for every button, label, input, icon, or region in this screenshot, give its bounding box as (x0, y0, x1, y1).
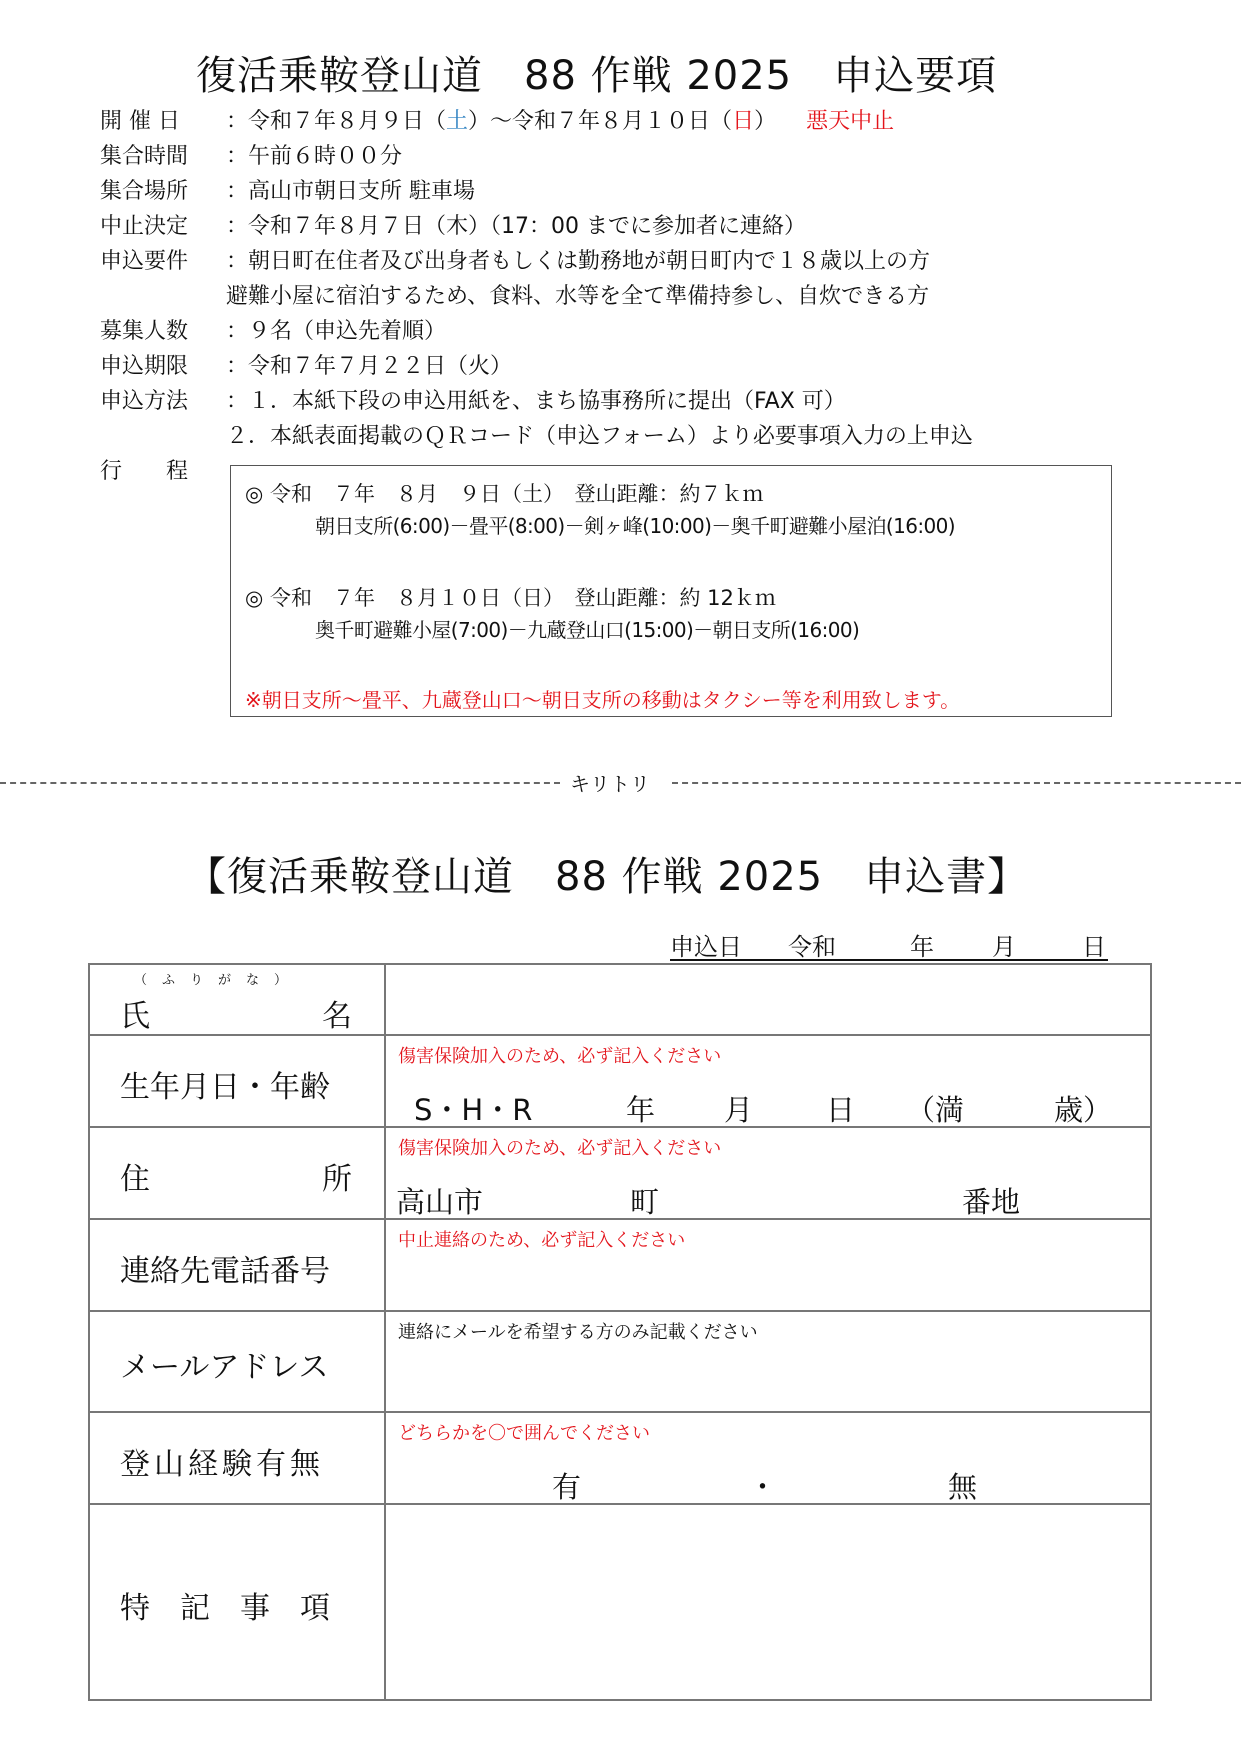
detail-label: 集合時間 (100, 144, 189, 169)
address-town: 町 (630, 1185, 660, 1219)
experience-separator: ・ (748, 1470, 778, 1504)
schedule-day1-header: ◎ 令和 ７年 ８月 ９日（土） 登山距離：約７ｋｍ (245, 482, 764, 506)
experience-label-cell (89, 1412, 385, 1504)
schedule-day2-route: 奥千町避難小屋(7:00)－九蔵登山口(15:00)－朝日支所(16:00) (315, 618, 860, 642)
schedule-box (230, 465, 1112, 717)
detail-sep: ： (226, 179, 249, 204)
form-row-remarks (89, 1504, 1151, 1700)
detail-value: 朝日町在住者及び出身者もしくは勤務地が朝日町内で１８歳以上の方 (248, 249, 931, 274)
detail-row-meet-place (100, 175, 475, 209)
form-row-name (89, 964, 1151, 1035)
application-date-era: 令和 (788, 933, 836, 961)
application-date-day: 日 (1082, 933, 1106, 961)
email-label-cell (89, 1311, 385, 1412)
age-close: 歳） (1054, 1093, 1113, 1127)
remarks-label: 特 記 事 項 (120, 1591, 330, 1626)
address-input[interactable] (385, 1127, 1151, 1219)
day-saturday: 土 (446, 109, 469, 134)
birth-label: 生年月日・年齢 (120, 1070, 330, 1105)
experience-yes-option[interactable]: 有 (552, 1470, 582, 1504)
experience-no-option[interactable]: 無 (948, 1470, 978, 1504)
schedule-note: ※朝日支所～畳平、九蔵登山口～朝日支所の移動はタクシー等を利用致します。 (245, 688, 961, 712)
detail-sep: ： (226, 389, 249, 414)
cut-line-label: キリトリ (570, 772, 650, 796)
address-city: 高山市 (396, 1185, 484, 1219)
detail-method-line2: ２．本紙表面掲載のＱＲコード（申込フォーム）より必要事項入力の上申込 (226, 424, 973, 449)
detail-value: 令和７年８月７日（木）（17：00 までに参加者に連絡） (248, 214, 806, 239)
detail-row-cancel-decision (100, 210, 806, 244)
email-input[interactable] (385, 1311, 1151, 1412)
detail-requirements-line2: 避難小屋に宿泊するため、食料、水等を全て準備持参し、自炊できる方 (226, 284, 930, 309)
cut-line-left (0, 782, 560, 784)
detail-value-3: ） (754, 109, 777, 134)
schedule-day1-route: 朝日支所(6:00)－畳平(8:00)－剣ヶ峰(10:00)－奥千町避難小屋泊(16:00) (315, 514, 955, 538)
detail-label: 募集人数 (100, 319, 189, 344)
detail-label: 集合場所 (100, 179, 189, 204)
experience-note: どちらかを〇で囲んでください (398, 1423, 650, 1444)
detail-sep: ： (226, 109, 249, 134)
birth-era: S・H・R (414, 1093, 533, 1127)
remarks-label-cell (89, 1504, 385, 1700)
email-note: 連絡にメールを希望する方のみ記載ください (398, 1322, 758, 1343)
detail-label: 申込期限 (100, 354, 189, 379)
detail-value: 高山市朝日支所 駐車場 (248, 179, 476, 204)
birth-year: 年 (626, 1093, 656, 1127)
detail-value: 午前６時００分 (248, 144, 403, 169)
birth-note: 傷害保険加入のため、必ず記入ください (398, 1046, 722, 1067)
address-label-cell (89, 1127, 385, 1219)
birth-day: 日 (826, 1093, 856, 1127)
detail-sep: ： (226, 144, 249, 169)
page-title: 復活乗鞍登山道 88 作戦 2025 申込要項 (196, 53, 998, 99)
remarks-input[interactable] (385, 1504, 1151, 1700)
detail-row-date (100, 105, 894, 139)
cut-line-right (672, 782, 1241, 784)
detail-sep: ： (226, 354, 249, 379)
birth-input[interactable] (385, 1035, 1151, 1127)
schedule-day2-header: ◎ 令和 ７年 ８月１０日（日） 登山距離：約 12ｋｍ (245, 586, 776, 610)
application-date (670, 927, 1108, 961)
detail-sep: ： (226, 214, 249, 239)
phone-input[interactable] (385, 1219, 1151, 1311)
form-row-phone (89, 1219, 1151, 1311)
birth-label-cell (89, 1035, 385, 1127)
application-form-table (88, 963, 1152, 1701)
form-row-email (89, 1311, 1151, 1412)
furigana-label: （ ふ り が な ） (134, 973, 289, 988)
name-input[interactable] (385, 964, 1151, 1035)
experience-choice (385, 1412, 1151, 1504)
application-date-year: 年 (910, 933, 934, 961)
schedule-label: 行 程 (100, 459, 189, 484)
day-sunday: 日 (732, 109, 755, 134)
form-row-birth (89, 1035, 1151, 1127)
address-banchi: 番地 (962, 1185, 1021, 1219)
phone-label-cell (89, 1219, 385, 1311)
weather-cancel-notice: 悪天中止 (806, 109, 895, 134)
name-label-b: 名 (322, 999, 352, 1034)
form-row-address (89, 1127, 1151, 1219)
detail-row-deadline (100, 350, 512, 384)
detail-value-2: ）～令和７年８月１０日（ (468, 109, 733, 134)
detail-label: 申込方法 (100, 389, 189, 414)
detail-value: ９名（申込先着順） (248, 319, 447, 344)
email-label: メールアドレス (120, 1350, 329, 1385)
address-label-a: 住 (120, 1162, 150, 1197)
phone-note: 中止連絡のため、必ず記入ください (398, 1230, 686, 1251)
detail-label: 開 催 日 (100, 109, 180, 134)
detail-label: 中止決定 (100, 214, 189, 239)
detail-label: 申込要件 (100, 249, 189, 274)
detail-value: 令和７年７月２２日（火） (248, 354, 513, 379)
address-label-b: 所 (322, 1162, 352, 1197)
name-label-cell (89, 964, 385, 1035)
application-date-month: 月 (992, 933, 1016, 961)
phone-label: 連絡先電話番号 (120, 1254, 330, 1289)
detail-sep: ： (226, 249, 249, 274)
detail-sep: ： (226, 319, 249, 344)
address-note: 傷害保険加入のため、必ず記入ください (398, 1138, 722, 1159)
detail-row-meet-time (100, 140, 402, 174)
detail-value: 令和７年８月９日（ (248, 109, 447, 134)
experience-label: 登山経験有無 (120, 1447, 324, 1482)
detail-row-method (100, 385, 846, 419)
birth-month: 月 (724, 1093, 754, 1127)
name-label-a: 氏 (120, 999, 150, 1034)
form-title: 【復活乗鞍登山道 88 作戦 2025 申込書】 (186, 854, 1029, 900)
age-open: （満 (906, 1093, 965, 1127)
form-row-experience (89, 1412, 1151, 1504)
application-date-label: 申込日 (670, 933, 742, 961)
detail-row-capacity (100, 315, 446, 349)
detail-row-requirements (100, 245, 930, 279)
detail-value: １．本紙下段の申込用紙を、まち協事務所に提出（FAX 可） (248, 389, 846, 414)
